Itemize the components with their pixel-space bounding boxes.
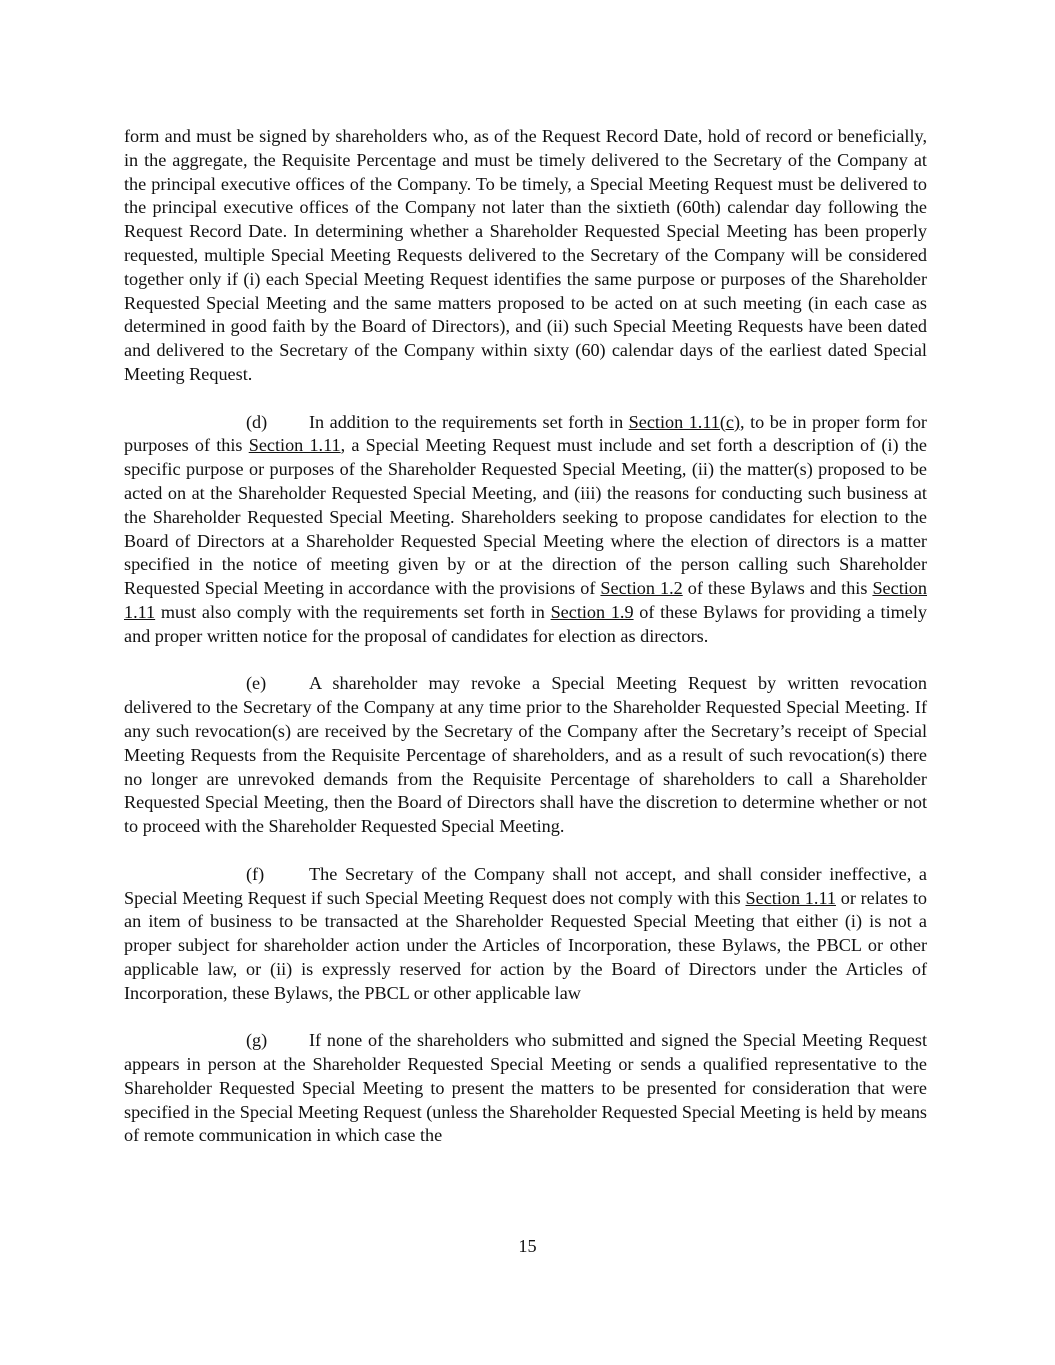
paragraph-text: If none of the shareholders who submitted and signed the Special Meeting Request appears in person at the Shareholder Requested Special Meeting or sends a qualified representative to the Shareholder Requested Special Meeting to present the matters to be presented for consideration that were specified in the Special Meeting Request (unless the Shareholder Requested Special Meeting is held by means of remote communication in which case the [124, 1030, 927, 1146]
paragraph-d [124, 411, 927, 649]
page-number: 15 [518, 1236, 537, 1256]
paragraph-label: (f) [246, 863, 265, 884]
section-reference-link[interactable]: Section 1.2 [600, 578, 683, 599]
section-reference-link[interactable]: Section 1.11 [124, 578, 927, 622]
paragraph-text: of these Bylaws for providing a timely and proper written notice for the proposal of candidates for election as directors. [124, 601, 928, 646]
paragraph-label: (g) [246, 1030, 268, 1051]
paragraph-text: The Secretary of the Company shall not accept, and shall consider ineffective, a Special Meeting Request if such Special Meeting Request does not comply with this [124, 863, 927, 908]
document-page [124, 125, 927, 1172]
section-reference-link[interactable]: Section 1.11 [745, 887, 836, 908]
section-reference-link[interactable]: Section 1.11(c) [628, 411, 741, 432]
paragraph-label: (d) [246, 411, 268, 432]
paragraph-text: must also comply with the requirements set forth in [155, 601, 551, 622]
section-reference-link[interactable]: Section 1.9 [550, 601, 634, 622]
paragraph-g [124, 1029, 927, 1148]
section-reference-link[interactable]: Section 1.11 [248, 435, 341, 456]
paragraph-text: A shareholder may revoke a Special Meeting Request by written revocation delivered to the Secretary of the Company at any time prior to the Shareholder Requested Special Meeting. If any such revocation(s) are received by the Secretary of the Company after the Secretary’s receipt of Special Meeting Requests from the Requisite Percentage of shareholders, and as a result of such revocation(s) there no longer are unrevoked demands from the Requisite Percentage of shareholders to call a Shareholder Requested Special Meeting, then the Board of Directors shall have the discretion to determine whether or not to proceed with the Shareholder Requested Special Meeting. [124, 673, 927, 837]
paragraph-text: of these Bylaws and this [682, 578, 873, 599]
paragraph-e [124, 672, 927, 839]
paragraph-text: or relates to an item of business to be transacted at the Shareholder Requested Special Meeting that either (i) is not a proper subject for shareholder action under the Articles of Incorporation, these Bylaws, the PBCL or other applicable law, or (ii) is expressly reserved for action by the Board of Directors under the Articles of Incorporation, these Bylaws, the PBCL or other applicable law [124, 887, 927, 1003]
paragraph-label: (e) [246, 673, 267, 694]
paragraph-text: , a Special Meeting Request must include and set forth a description of (i) the specific purpose or purposes of the Shareholder Requested Special Meeting, (ii) the matter(s) proposed to be acted on at the Shareholder Requested Special Meeting, and (iii) the reasons for conducting such business at the Shareholder Requested Special Meeting. Shareholders seeking to propose candidates for election to the Board of Directors at a Shareholder Requested Special Meeting where the election of directors is a matter specified in the notice of meeting given by or at the direction of the person calling such Shareholder Requested Special Meeting in accordance with the provisions of [124, 435, 927, 599]
paragraph-f [124, 863, 927, 1006]
paragraph-c-continued: form and must be signed by shareholders who, as of the Request Record Date, hold of record or beneficially, in the aggregate, the Requisite Percentage and must be timely delivered to the Secretary of the Company at the principal executive offices of the Company. To be timely, a Special Meeting Request must be delivered to the principal executive offices of the Company not later than the sixtieth (60th) calendar day following the Request Record Date. In determining whether a Shareholder Requested Special Meeting has been properly requested, multiple Special Meeting Requests delivered to the Secretary of the Company will be considered together only if (i) each Special Meeting Request identifies the same purpose or purposes of the Shareholder Requested Special Meeting and the same matters proposed to be acted on at such meeting (in each case as determined in good faith by the Board of Directors), and (ii) such Special Meeting Requests have been dated and delivered to the Secretary of the Company within sixty (60) calendar days of the earliest dated Special Meeting Request. [124, 126, 927, 384]
paragraph-text: In addition to the requirements set forth in [309, 411, 629, 432]
paragraph-text: , to be in proper form for purposes of this [124, 411, 927, 456]
